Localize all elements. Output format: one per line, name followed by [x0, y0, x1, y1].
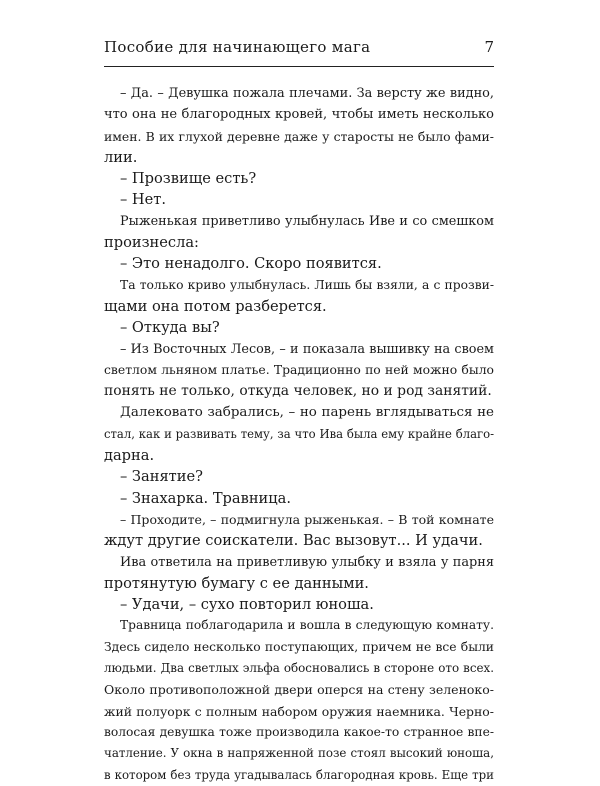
- running-header: [104, 38, 494, 62]
- text-line: – Да. – Девушка пожала плечами. За версту же видно,: [120, 86, 494, 101]
- text-line: имен. В их глухой деревне даже у старосты не было фами-: [104, 128, 494, 144]
- text-line: жий полуорк с полным набором оружия наемника. Черно-: [104, 703, 494, 719]
- text-line: в котором без труда угадывалась благородная кровь. Еще три: [104, 767, 494, 782]
- text-line: ждут другие соискатели. Вас вызовут... И удачи.: [104, 532, 483, 550]
- text-line: – Это ненадолго. Скоро появится.: [120, 255, 382, 273]
- text-line: – Удачи, – сухо повторил юноша.: [120, 596, 374, 614]
- text-line: что она не благородных кровей, чтобы иметь несколько: [104, 107, 494, 123]
- text-line: волосая девушка тоже производила какое-то странное впе-: [104, 724, 494, 739]
- text-line: Та только криво улыбнулась. Лишь бы взяли, а с прозви-: [120, 277, 494, 292]
- text-line: Далековато забрались, – но парень вглядываться не: [120, 405, 494, 421]
- text-line: чатление. У окна в напряженной позе стоял высокий юноша,: [104, 746, 494, 761]
- text-line: Травница поблагодарила и вошла в следующую комнату.: [120, 618, 494, 633]
- text-line: – Прозвище есть?: [120, 170, 257, 188]
- body-text: [104, 83, 494, 786]
- running-title: Пособие для начинающего мага: [104, 38, 371, 56]
- text-line: Рыженькая приветливо улыбнулась Иве и со смешком: [120, 213, 494, 229]
- text-line: понять не только, откуда человек, но и род занятий.: [104, 383, 492, 400]
- text-line: стал, как и развивать тему, за что Ива была ему крайне благо-: [104, 426, 494, 441]
- text-line: лии.: [104, 148, 138, 166]
- text-line: – Откуда вы?: [120, 319, 220, 337]
- page-number: 7: [484, 38, 494, 56]
- text-line: протянутую бумагу с ее данными.: [104, 574, 369, 592]
- text-line: дарна.: [104, 447, 155, 465]
- text-line: щами она потом разберется.: [104, 297, 327, 315]
- header-rule: [104, 66, 494, 67]
- text-line: произнесла:: [104, 234, 199, 252]
- text-line: Ива ответила на приветливую улыбку и взяла у парня: [120, 554, 494, 570]
- text-line: людьми. Два светлых эльфа обосновались в стороне ото всех.: [104, 661, 494, 676]
- text-line: Около противоположной двери оперся на стену зеленоко-: [104, 682, 494, 698]
- text-line: – Занятие?: [120, 468, 203, 486]
- text-line: светлом льняном платье. Традиционно по ней можно было: [104, 362, 494, 377]
- text-line: – Знахарка. Травница.: [120, 489, 291, 507]
- text-line: Здесь сидело несколько поступающих, причем не все были: [104, 639, 494, 654]
- text-line: – Проходите, – подмигнула рыженькая. – В той комнате: [120, 511, 494, 527]
- text-line: – Из Восточных Лесов, – и показала вышивку на своем: [120, 341, 494, 357]
- text-line: – Нет.: [120, 191, 167, 209]
